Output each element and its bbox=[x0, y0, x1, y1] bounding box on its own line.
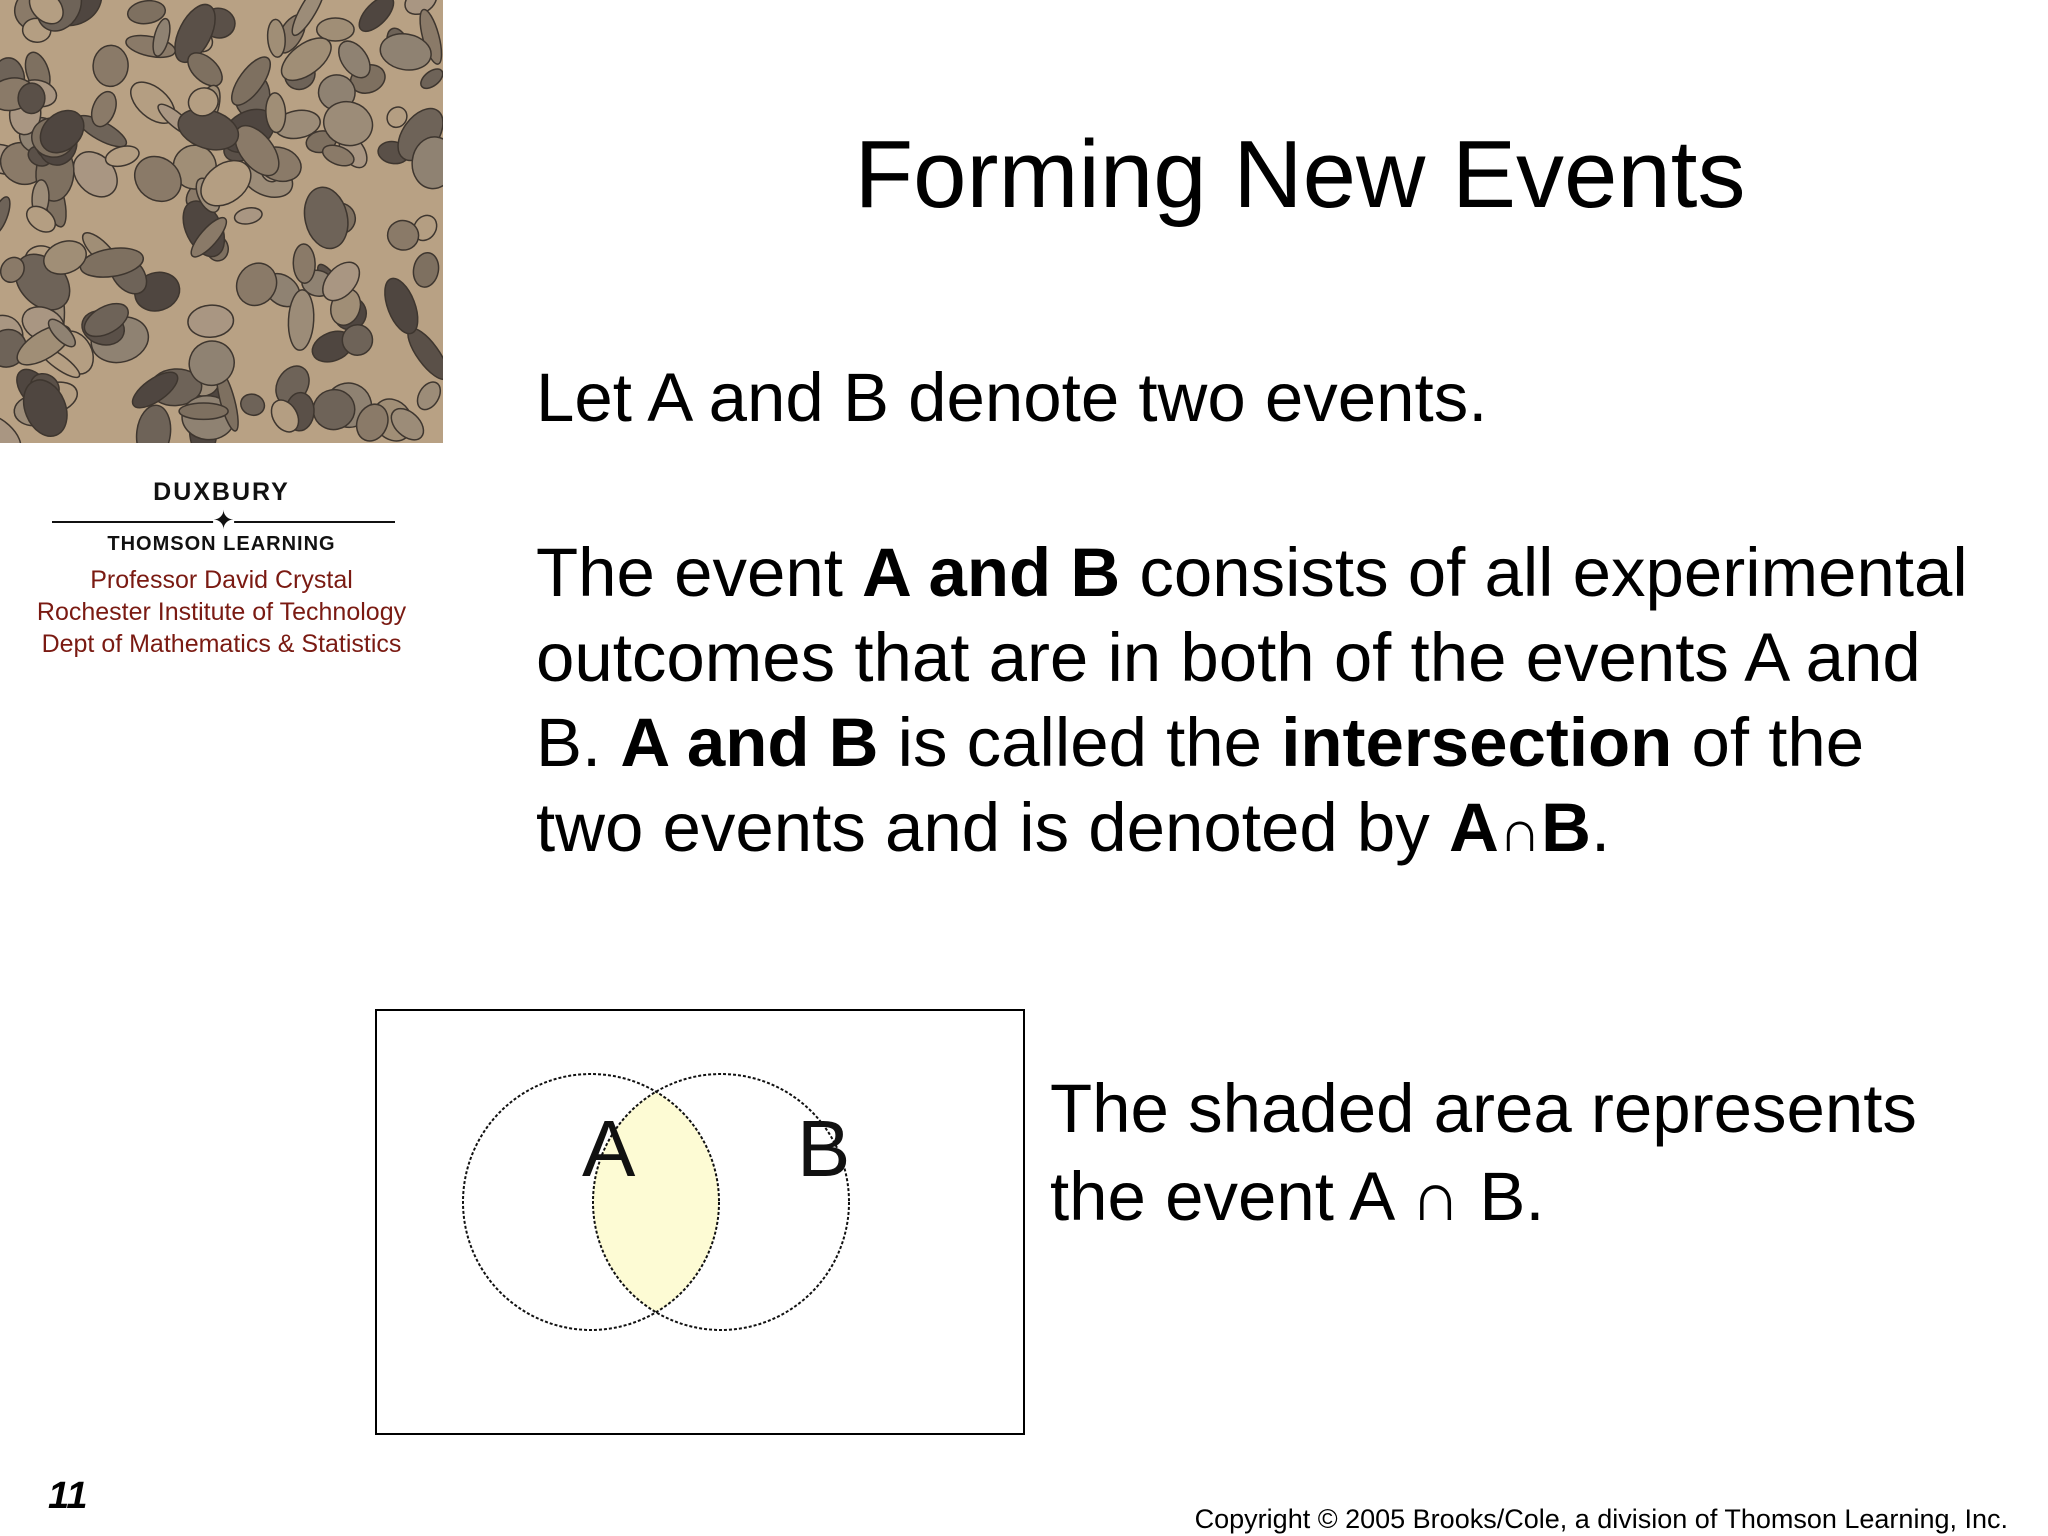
definition-paragraph bbox=[536, 530, 1976, 874]
definition-text-1: The event bbox=[536, 534, 863, 611]
credit-line-department: Dept of Mathematics & Statistics bbox=[41, 630, 402, 658]
rock-stone bbox=[18, 83, 46, 114]
definition-bold-a-and-b-2: A and B bbox=[620, 704, 879, 781]
venn-diagram-box bbox=[375, 1009, 1025, 1435]
slide-title: Forming New Events bbox=[854, 121, 1746, 228]
definition-bold-a-and-b: A and B bbox=[862, 534, 1121, 611]
caption-line-2-pre: the event A bbox=[1050, 1158, 1411, 1235]
definition-text-3: is called the bbox=[878, 704, 1282, 781]
publisher-logo-text: DUXBURY bbox=[153, 478, 290, 506]
copyright-notice: Copyright © 2005 Brooks/Cole, a division of Thomson Learning, Inc. bbox=[1194, 1504, 2008, 1534]
publisher-block bbox=[0, 470, 443, 660]
rock-stone bbox=[342, 324, 374, 356]
definition-text-2: consists of all experimental outcomes that are in both of the events A and B. bbox=[536, 534, 1968, 781]
definition-text-5: . bbox=[1590, 789, 1611, 866]
credit-line-institute: Rochester Institute of Technology bbox=[36, 598, 407, 626]
publisher-divider bbox=[52, 505, 395, 535]
star-icon: ✦ bbox=[212, 505, 235, 535]
notation-a: A bbox=[1448, 789, 1499, 866]
venn-caption bbox=[1050, 1065, 1917, 1241]
rock-texture-image bbox=[0, 0, 443, 443]
caption-line-2-post: B. bbox=[1460, 1158, 1545, 1235]
venn-label-b: B bbox=[797, 1104, 851, 1193]
intro-text: Let A and B denote two events. bbox=[536, 359, 1488, 436]
definition-bold-intersection: intersection bbox=[1281, 704, 1673, 781]
publisher-subtitle: THOMSON LEARNING bbox=[107, 533, 336, 555]
rock-texture-graphic bbox=[0, 0, 443, 443]
intersection-symbol: ∩ bbox=[1498, 799, 1542, 864]
slide-number: 11 bbox=[48, 1475, 88, 1517]
definition-text-4: of the two events and is denoted by bbox=[536, 704, 1865, 866]
venn-label-a: A bbox=[582, 1104, 636, 1193]
venn-diagram bbox=[377, 1011, 1027, 1437]
caption-line-1: The shaded area represents bbox=[1050, 1070, 1917, 1147]
notation-b: B bbox=[1541, 789, 1591, 866]
rock-stone bbox=[293, 244, 316, 284]
credit-line-professor: Professor David Crystal bbox=[90, 566, 353, 594]
caption-intersection-symbol: ∩ bbox=[1410, 1158, 1461, 1235]
rock-stone bbox=[179, 403, 228, 419]
